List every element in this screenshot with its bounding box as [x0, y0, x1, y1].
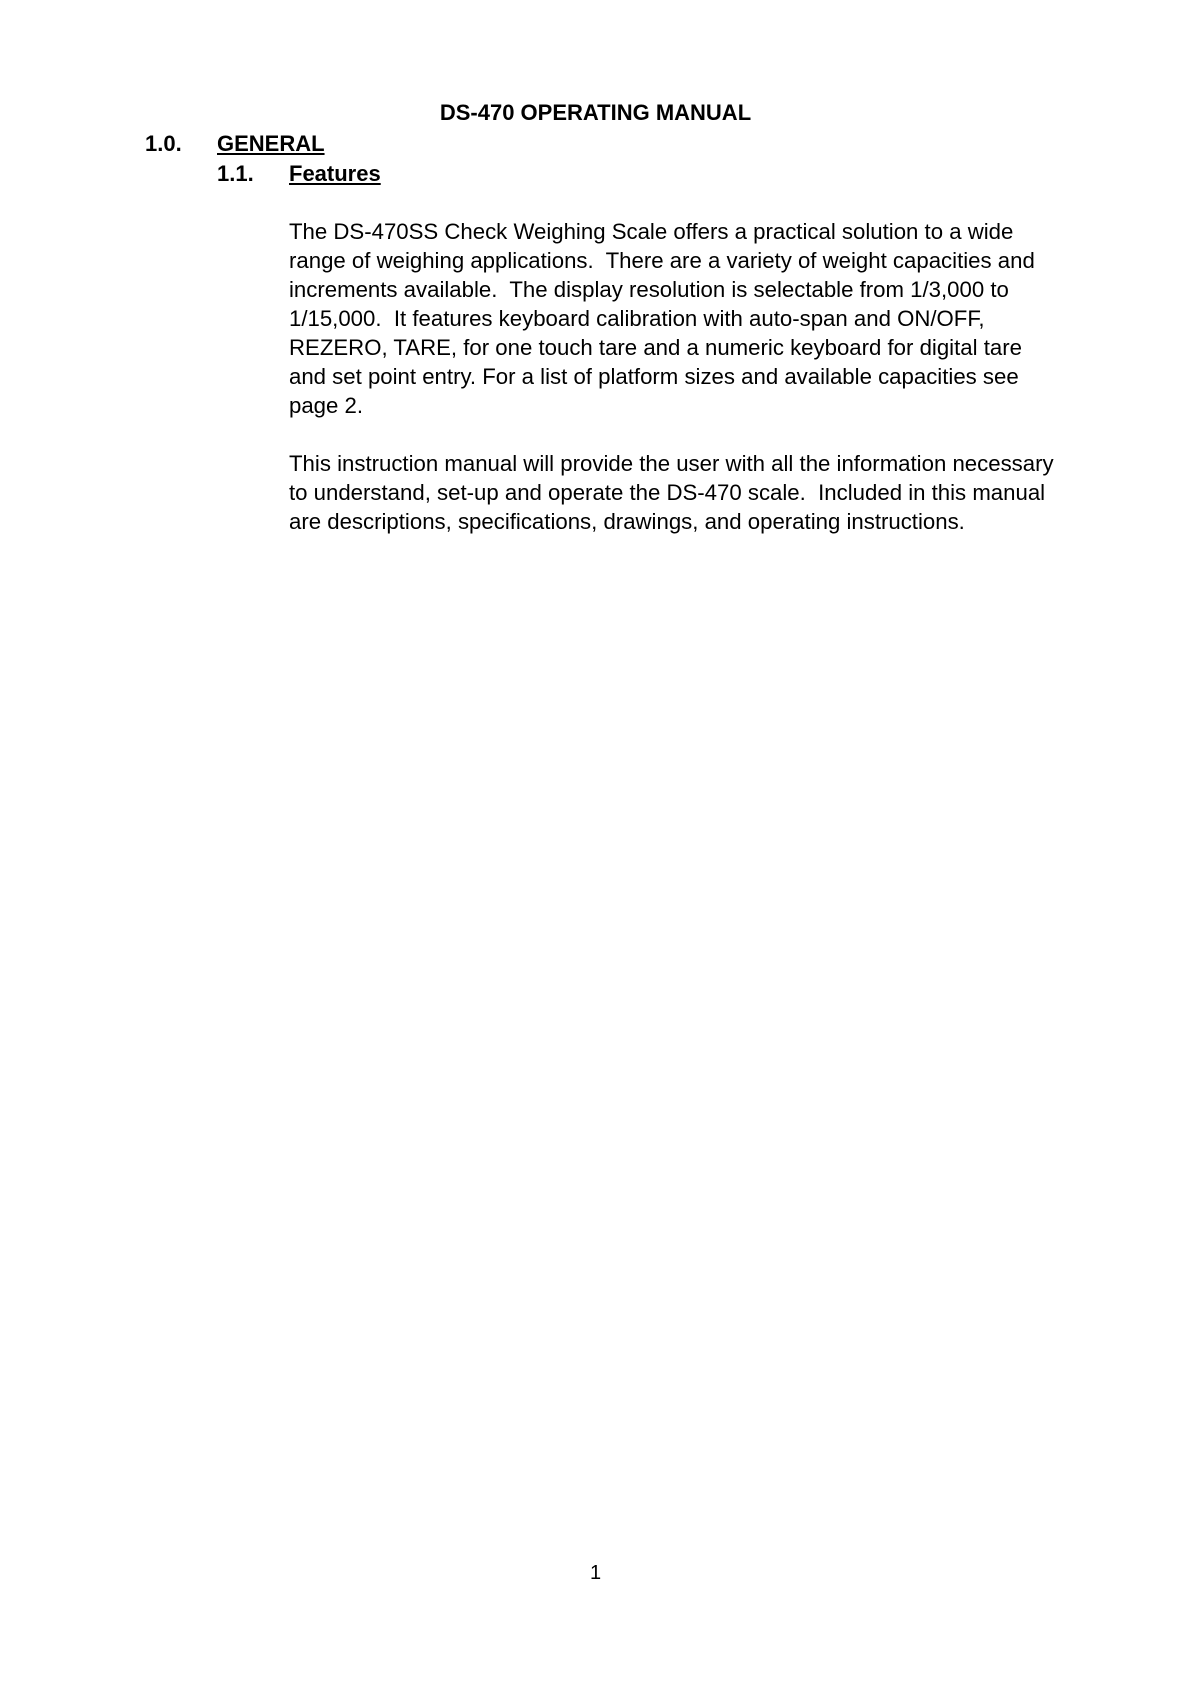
paragraph-manual-scope — [289, 449, 1139, 536]
section-label: GENERAL — [217, 131, 325, 156]
paragraph-line: and set point entry. For a list of platform sizes and available capacities see — [289, 364, 1019, 389]
subsection-number: 1.1. — [217, 161, 254, 186]
paragraph-line: range of weighing applications. There are a variety of weight capacities and — [289, 248, 1035, 273]
paragraph-line: REZERO, TARE, for one touch tare and a numeric keyboard for digital tare — [289, 335, 1022, 360]
section-number: 1.0. — [145, 131, 182, 156]
paragraph-line: to understand, set-up and operate the DS-470 scale. Included in this manual — [289, 480, 1046, 505]
paragraph-features — [289, 217, 1139, 420]
subsection-heading — [217, 161, 617, 187]
paragraph-line: The DS-470SS Check Weighing Scale offers a practical solution to a wide — [289, 219, 1014, 244]
paragraph-line: This instruction manual will provide the user with all the information necessary — [289, 451, 1054, 476]
page-title: DS-470 OPERATING MANUAL — [439, 100, 752, 125]
subsection-label: Features — [289, 161, 381, 186]
paragraph-line: are descriptions, specifications, drawings, and operating instructions. — [289, 509, 965, 534]
page-number: 1 — [589, 1562, 602, 1584]
paragraph-line: page 2. — [289, 393, 364, 418]
paragraph-line: 1/15,000. It features keyboard calibration with auto-span and ON/OFF, — [289, 306, 985, 331]
section-heading — [145, 131, 545, 157]
paragraph-line: increments available. The display resolution is selectable from 1/3,000 to — [289, 277, 1009, 302]
